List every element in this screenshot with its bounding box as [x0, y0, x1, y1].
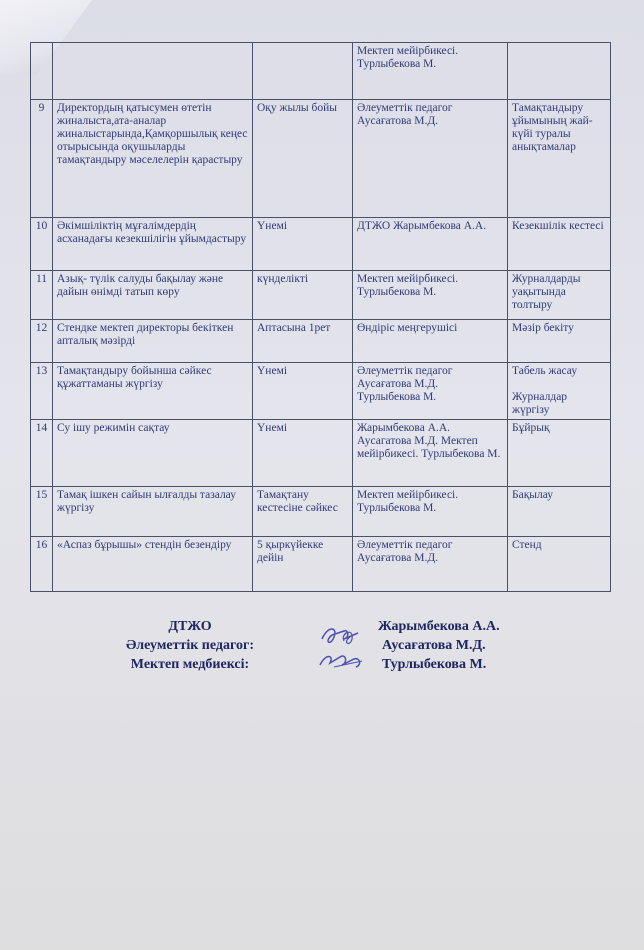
cell-responsible: Жарымбекова А.А. Аусагатова М.Д. Мектеп мейірбикесі. Турлыбекова М.: [353, 420, 508, 487]
cell-num: 12: [31, 320, 53, 363]
cell-task: Әкімшіліктің мұғалімдердің асханадағы кезекшілігін ұйымдастыру: [53, 218, 253, 271]
cell-responsible: ДТЖО Жарымбекова А.А.: [353, 218, 508, 271]
handwritten-signatures: [314, 617, 374, 677]
cell-result: [508, 43, 611, 100]
table-row: [31, 218, 611, 271]
cell-task: Тамақтандыру бойынша сәйкес құжаттаманы жүргізу: [53, 363, 253, 420]
cell-result: Стенд: [508, 537, 611, 592]
cell-num: 9: [31, 100, 53, 218]
name-zharymbekova: Жарымбекова А.А.: [378, 619, 500, 634]
signature-titles: [110, 617, 270, 674]
cell-result: Табель жасау Журналдар жүргізу: [508, 363, 611, 420]
table-row: [31, 537, 611, 592]
name-ausagatova: Аусағатова М.Д.: [382, 638, 486, 653]
cell-period: Аптасына 1рет: [253, 320, 353, 363]
cell-task: [53, 43, 253, 100]
cell-num: 15: [31, 487, 53, 537]
cell-responsible: Мектеп мейірбикесі. Турлыбекова М.: [353, 43, 508, 100]
cell-num: 10: [31, 218, 53, 271]
table-row: [31, 43, 611, 100]
cell-period: Үнемі: [253, 363, 353, 420]
cell-task: Директордың қатысумен өтетін жиналыста,ата-аналар жиналыстарында,Қамқоршылық кеңес отырысында оқушыларды тамақтандыру мәселелерін қарастыру: [53, 100, 253, 218]
cell-responsible: Мектеп мейірбикесі. Турлыбекова М.: [353, 487, 508, 537]
cell-responsible: Өндіріс меңгерушісі: [353, 320, 508, 363]
plan-table: [30, 42, 611, 592]
table-row: [31, 487, 611, 537]
cell-period: Үнемі: [253, 218, 353, 271]
cell-num: 11: [31, 271, 53, 320]
cell-num: [31, 43, 53, 100]
title-social-pedagogue: Әлеуметтік педагог:: [125, 638, 255, 653]
title-school-nurse: Мектеп медбиексі:: [130, 657, 250, 672]
table-row: [31, 271, 611, 320]
table-row: [31, 363, 611, 420]
cell-result: Бақылау: [508, 487, 611, 537]
table-row: [31, 420, 611, 487]
cell-responsible: Әлеуметтік педагог Аусағатова М.Д.: [353, 537, 508, 592]
cell-num: 14: [31, 420, 53, 487]
cell-num: 13: [31, 363, 53, 420]
title-director-deputy: ДТЖО: [168, 619, 212, 634]
cell-task: «Аспаз бұрышы» стендін безендіру: [53, 537, 253, 592]
cell-period: Оқу жылы бойы: [253, 100, 353, 218]
table-row: [31, 320, 611, 363]
cell-period: Үнемі: [253, 420, 353, 487]
cell-num: 16: [31, 537, 53, 592]
cell-period: [253, 43, 353, 100]
cell-task: Су ішу режимін сақтау: [53, 420, 253, 487]
cell-responsible: Мектеп мейірбикесі. Турлыбекова М.: [353, 271, 508, 320]
cell-result: Бұйрық: [508, 420, 611, 487]
cell-result: Мәзір бекіту: [508, 320, 611, 363]
cell-period: 5 қыркүйекке дейін: [253, 537, 353, 592]
cell-result: Тамақтандыру ұйымының жай- күйі туралы анықтамалар: [508, 100, 611, 218]
cell-task: Стендке мектеп директоры бекіткен апталық мәзірді: [53, 320, 253, 363]
cell-period: күнделікті: [253, 271, 353, 320]
cell-task: Азық- түлік салуды бақылау және дайын өнімді татып көру: [53, 271, 253, 320]
cell-result: Кезекшілік кестесі: [508, 218, 611, 271]
table-row: [31, 100, 611, 218]
cell-period: Тамақтану кестесіне сәйкес: [253, 487, 353, 537]
cell-responsible: Әлеуметтік педагог Аусағатова М.Д.: [353, 100, 508, 218]
cell-result: Журналдарды уақытында толтыру: [508, 271, 611, 320]
name-turlybekova: Турлыбекова М.: [382, 657, 487, 672]
signature-names: [378, 617, 500, 674]
cell-responsible: Әлеуметтік педагог Аусағатова М.Д. Турлыбекова М.: [353, 363, 508, 420]
cell-task: Тамақ ішкен сайын ылғалды тазалау жүргізу: [53, 487, 253, 537]
